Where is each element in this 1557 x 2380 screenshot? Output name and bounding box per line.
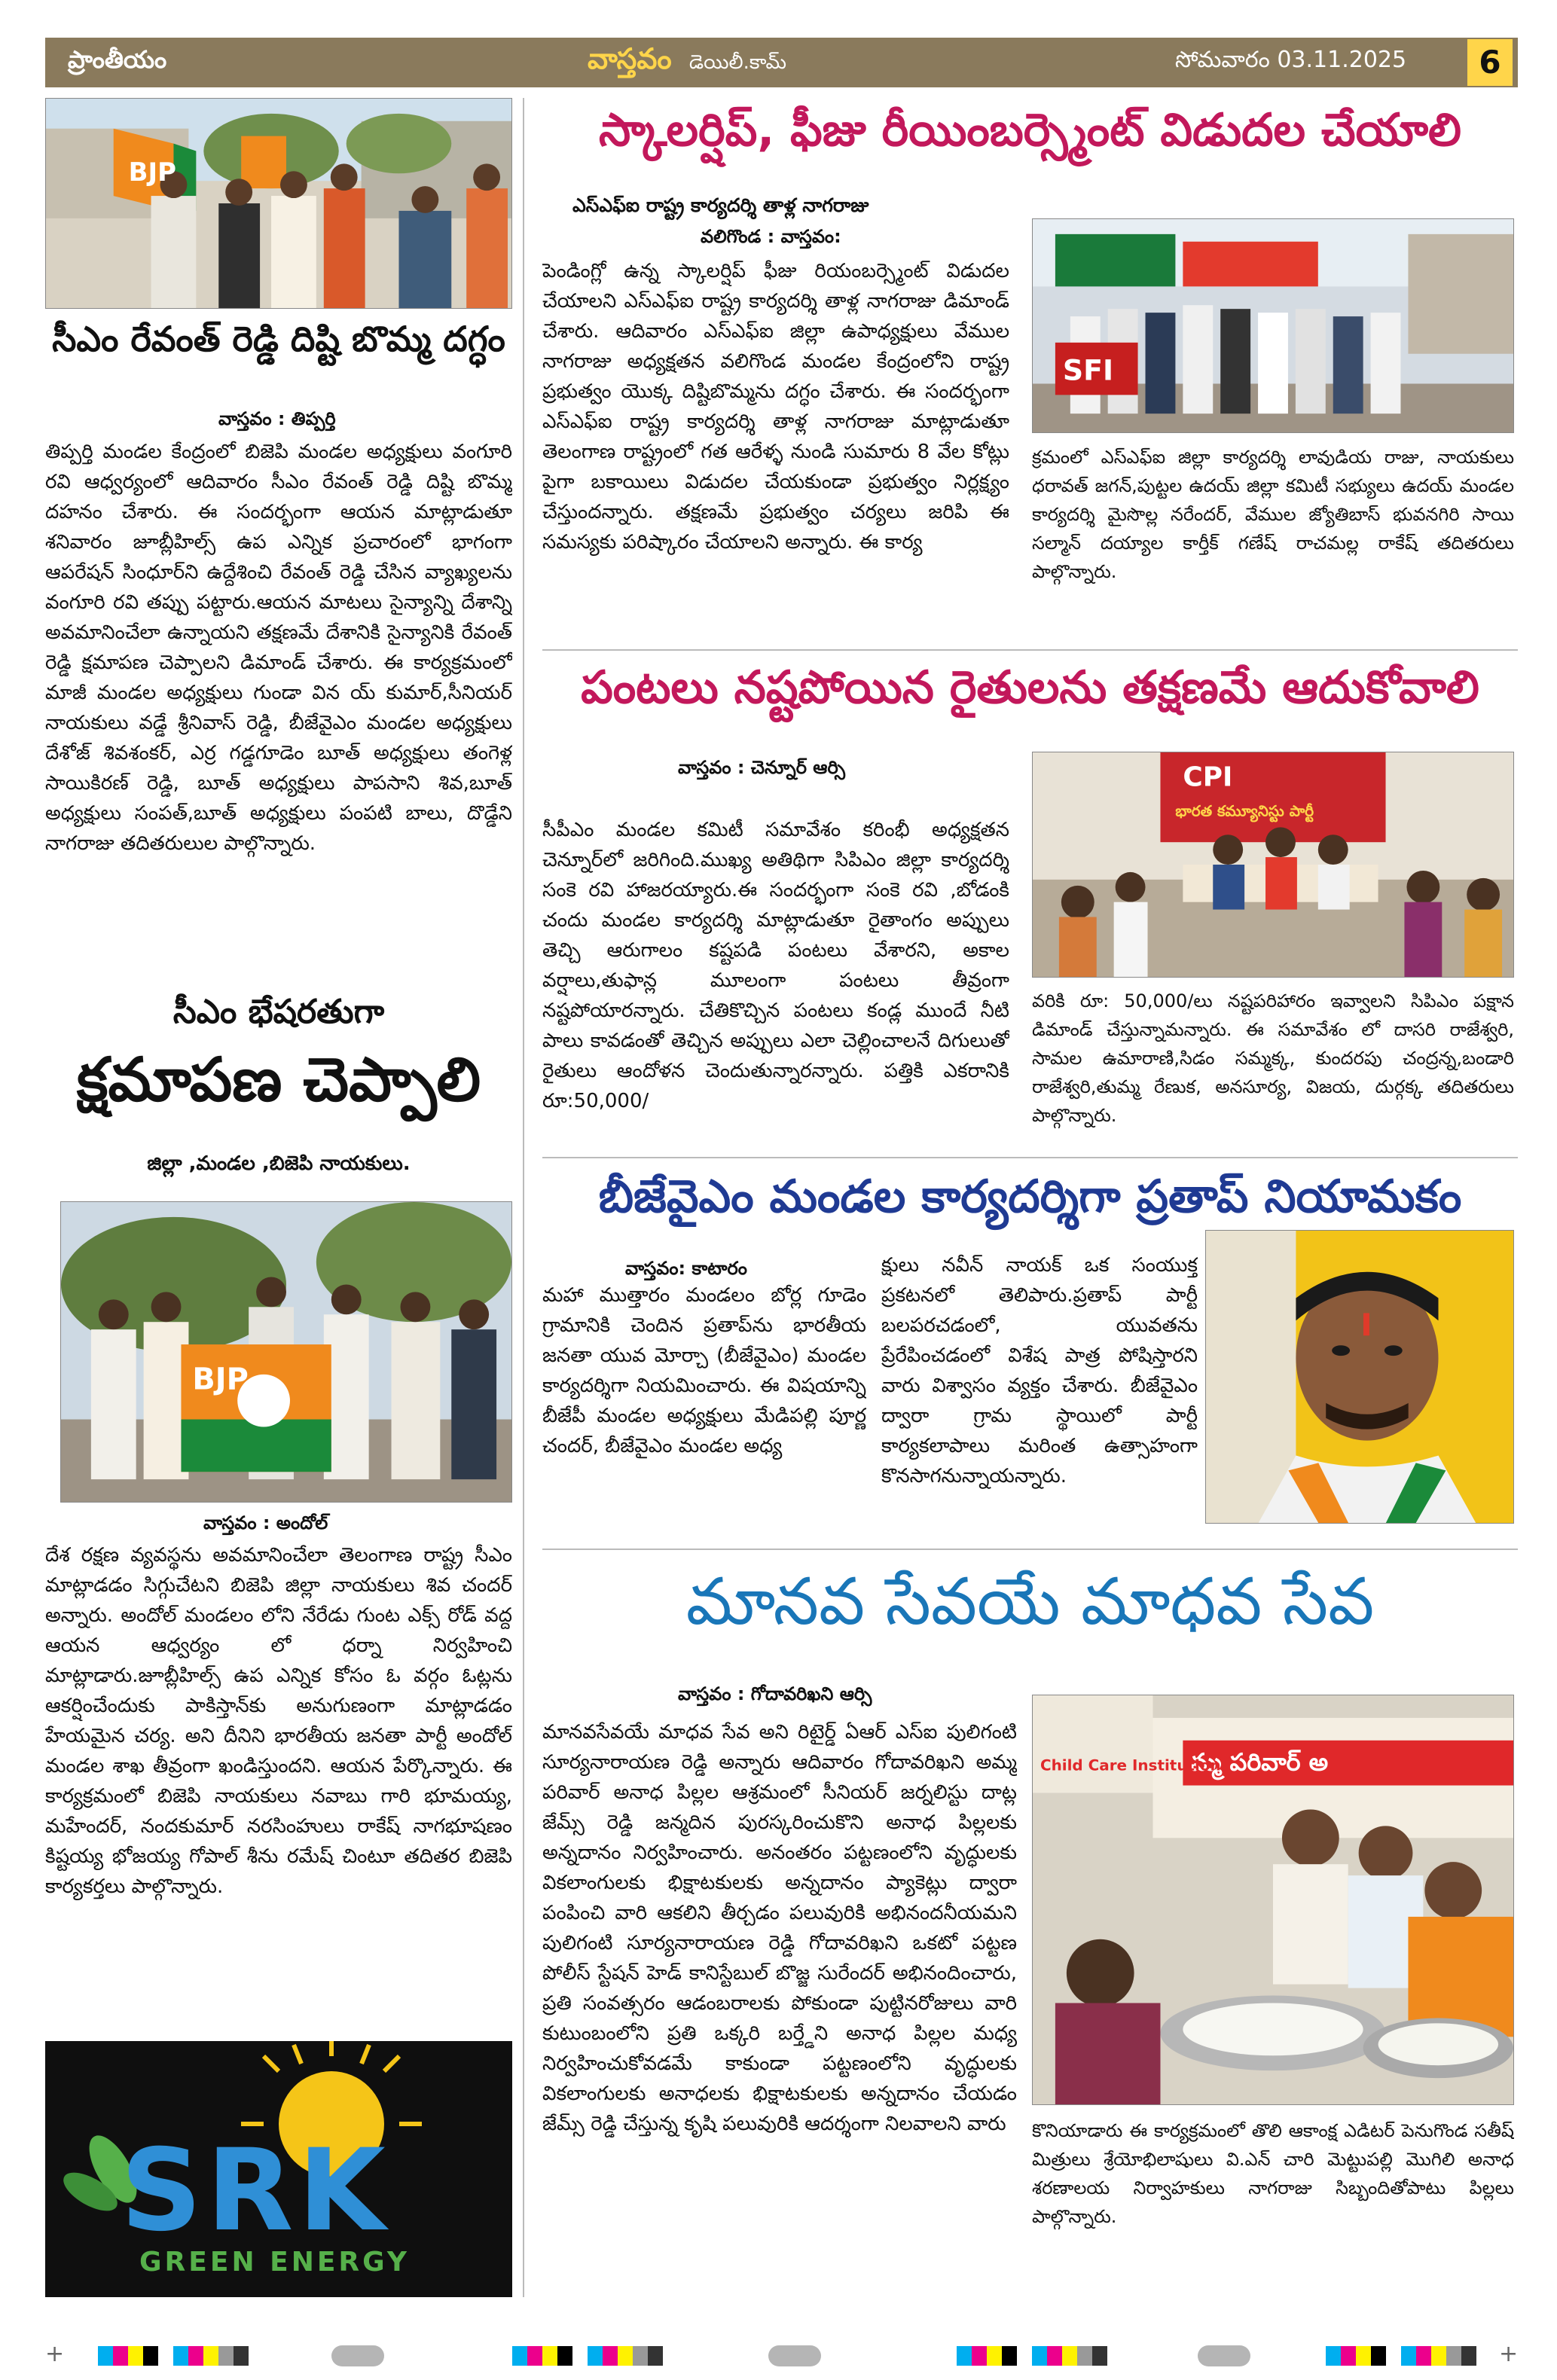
story1-caption: క్రమంలో ఎస్ఎఫ్ఐ జిల్లా కార్యదర్శి లావుడియ రాజు, నాయకులు ధరావత్ జగన్,పుట్టల ఉదయ్ జిల్లా కమిటీ సభ్యులు ఉదయ్ మండల కార్యదర్శి మైసొల్ల నరేందర్, వేముల జ్యోతిబాస్ భువనగిరి సాయి సల్మాన్ దయ్యాల కార్తీక్ గణేష్ రాచమల్ల రాకేష్ తదితరులు పాల్గొన్నారు. xyxy=(1032,447,1514,582)
left-story2-body: దేశ రక్షణ వ్యవస్థను అవమానించేలా తెలంగాణ రాష్ట్ర సీఎం మాట్లాడడం సిగ్గుచేటని బిజెపి జిల్లా నాయకులు శివ చందర్ అన్నారు. అందోల్ మండలం లోని నేరేడు గుంట ఎక్స్ రోడ్ వద్ద ఆయన ఆధ్వర్యం లో ధర్నా నిర్వహించి మాట్లాడారు.జూబ్లీహిల్స్ ఉప ఎన్నిక కోసం ఓ వర్గం ఓట్లను ఆకర్షించేందుకు పాకిస్తాన్‌కు అనుగుణంగా మాట్లాడడం హేయమైన చర్య. అని దీనిని భారతీయ జనతా పార్టీ అందోల్ మండల శాఖ తీవ్రంగా ఖండిస్తుందని. ఆయన పేర్కొన్నారు. ఈ కార్యక్రమంలో బిజెపి నాయకులు నవాబు గారి భూమయ్య, మహేందర్, నందకుమార్ నరసింహులు రాకేష్ నాగభూషణం కిష్టయ్య భోజయ్య గోపాల్ శీను రమేష్ చింటూ తదితర బిజెపి కార్యకర్తలు పాల్గొన్నారు. xyxy=(45,1544,512,1898)
masthead-title: వాస్తవం xyxy=(588,42,672,75)
photo-cpi-meeting xyxy=(1032,752,1514,978)
issue-date: సోమవారం 03.11.2025 xyxy=(1175,47,1407,73)
flag-text: BJP xyxy=(192,1362,249,1397)
story1-headline: స్కాలర్షిప్, ఫీజు రీయింబర్స్మెంట్ విడుదల చేయాలి xyxy=(599,104,1461,157)
registration-mark-icon: + xyxy=(1499,2341,1519,2367)
flag-text: BJP xyxy=(128,157,176,188)
srk-green-energy-ad xyxy=(45,2041,512,2297)
story3-dateline: వాస్తవం: కాటారం xyxy=(625,1258,747,1279)
section-name: ప్రాంతీయం xyxy=(68,45,167,74)
story3-body-col2: క్షులు నవీన్ నాయక్ ఒక సంయుక్త ప్రకటనలో తెలిపారు.ప్రతాప్ పార్టీ బలపరచడంలో, యువతను ప్రేరేపించడంలో విశేష పాత్ర పోషిస్తారని వారు విశ్వాసం వ్యక్తం చేశారు. బీజేవైఎం ద్వారా గ్రామ స్థాయిలో పార్టీ కార్యకలాపాలు మరింత ఉత్సాహంగా కొనసాగనున్నాయన్నారు. xyxy=(881,1254,1198,1488)
page-number: 6 xyxy=(1467,39,1513,86)
cpi-banner-text: CPI xyxy=(1183,761,1233,793)
story1-subhead: ఎస్ఎఫ్ఐ రాష్ట్ర కార్యదర్శి తాళ్ల నాగరాజు xyxy=(572,194,869,216)
left-story2-kicker: సీఎం భేషరతుగా xyxy=(172,993,385,1031)
ad-brand: SRK xyxy=(121,2125,390,2256)
left-story2-dateline: వాస్తవం : అందోల్ xyxy=(203,1512,328,1533)
photo-bjp-protest-2 xyxy=(60,1201,512,1503)
left-story1-body: తిప్పర్తి మండల కేంద్రంలో బిజెపి మండల అధ్యక్షులు వంగూరి రవి ఆధ్వర్యంలో ఆదివారం సీఎం రేవంత్ రెడ్డి దిష్టి బొమ్మ దహనం చేశారు. ఈ సందర్భంగా ఆయన మాట్లాడుతూ శనివారం జూబ్లీహిల్స్ ఉప ఎన్నిక ప్రచారంలో భాగంగా ఆపరేషన్ సింధూర్‌ని ఉద్దేశించి రేవంత్ రెడ్డి చేసిన వ్యాఖ్యలను వంగూరి రవి తప్పు పట్టారు.ఆయన మాటలు సైన్యాన్ని దేశాన్ని అవమానించేలా ఉన్నాయని తక్షణమే దేశానికి సైన్యానికి రేవంత్ రెడ్డి క్షమాపణ చెప్పాలని డిమాండ్ చేశారు. ఈ కార్యక్రమంలో మాజీ మండల అధ్యక్షులు గుండా విన య్ కుమార్,సీనియర్ నాయకులు వడ్డే శ్రీనివాస్ రెడ్డి, బీజేవైఎం మండల అధ్యక్షులు దేశోజ్ శివశంకర్, ఎర్ర గడ్డగూడెం బూత్ అధ్యక్షులు తంగెళ్ల సాయికిరణ్ రెడ్డి, బూత్ అధ్యక్షులు పాపసాని శివ,బూత్ అధ్యక్షులు సంపత్,బూత్ అధ్యక్షులు పంపటి బాలు, దొడ్డేని నాగరాజు తదితరులుల పాల్గొన్నారు. xyxy=(45,441,512,855)
story4-dateline: వాస్తవం : గోదావరిఖని ఆర్సి xyxy=(678,1683,872,1704)
story4-headline: మానవ సేవయే మాధవ సేవ xyxy=(685,1564,1375,1640)
left-story1-headline: సీఎం రేవంత్ రెడ్డి దిష్టి బొమ్మ దగ్ధం xyxy=(52,319,505,359)
left-story2-subhead: జిల్లా ,మండల ,బిజెపి నాయకులు. xyxy=(147,1152,411,1175)
color-registration-bar xyxy=(98,2346,249,2366)
registration-pill xyxy=(1198,2345,1250,2366)
story3-headline: బీజేవైఎం మండల కార్యదర్శిగా ప్రతాప్ నియామకం xyxy=(598,1170,1462,1223)
photo-bjp-protest-1 xyxy=(45,98,512,309)
sign-text: మ్మ పరివార్ అ xyxy=(1190,1747,1329,1777)
registration-mark-icon: + xyxy=(45,2341,65,2367)
story2-caption: వరికి రూ: 50,000/లు నష్టపరిహారం ఇవ్వాలని సిపిఎం పక్షాన డిమాండ్ చేస్తున్నామన్నారు. ఈ సమావేశం లో దాసరి రాజేశ్వరి, సామల ఉమారాణి,సిడం సమ్మక్క, కుందరపు చంద్రన్న,బండారి రాజేశ్వరి,తుమ్మ రేణుక, అనసూర్య, విజయ, దుర్గక్క తదితరులు పాల్గొన్నారు. xyxy=(1032,990,1514,1126)
sfi-banner-text: SFI xyxy=(1062,353,1114,387)
section-divider xyxy=(542,1549,1518,1550)
story4-body: మానవసేవయే మాధవ సేవ అని రిటైర్డ్ ఏఆర్ ఎస్ఐ పులిగంటి సూర్యనారాయణ రెడ్డి అన్నారు ఆదివారం గోదావరిఖని అమ్మ పరివార్ అనాధ పిల్లల ఆశ్రమంలో సీనియర్ జర్నలిస్టు దాట్ల జేమ్స్ రెడ్డి జన్మదిన పురస్కరించుకొని అనాధ పిల్లలకు అన్నదానం నిర్వహించారు. అనంతరం పట్టణంలోని వృద్ధులకు వికలాంగులకు భిక్షాటకులకు అన్నదానం ప్యాకెట్లు ద్వారా పంపించి వారి ఆకలిని తీర్చడం పలువురికి అభినందనీయమని పులిగంటి సూర్యనారాయణ రెడ్డి గోదావరిఖని ఒకటో పట్టణ పోలీస్ స్టేషన్ హెడ్ కానిస్టేబుల్ బొజ్జ సురేందర్ అభినందించారు, ప్రతి సంవత్సరం ఆడంబరాలకు పోకుండా పుట్టినరోజులు వారి కుటుంబంలోని ప్రతి ఒక్కరి బర్త్డేని అనాధ పిల్లల మధ్య నిర్వహించుకోవడమే కాకుండా పట్టణంలోని వృద్ధులకు వికలాంగులకు అనాధలకు భిక్షాటకులకు అన్నదానం చేయడం జేమ్స్ రెడ్డి చేస్తున్న కృషి పలువురికి ఆదర్శంగా నిలవాలని వారు xyxy=(542,1721,1017,2135)
registration-pill xyxy=(768,2345,821,2366)
story1-dateline: వలిగొండ : వాస్తవం: xyxy=(701,226,841,247)
masthead-subtitle: డెయిలీ.కామ్ xyxy=(688,51,786,74)
cpi-banner-subtext: భారత కమ్యూనిస్టు పార్టీ xyxy=(1175,802,1314,820)
story2-dateline: వాస్తవం : చెన్నూర్ ఆర్సి xyxy=(678,757,845,778)
color-registration-bar xyxy=(1326,2346,1476,2366)
registration-pill xyxy=(331,2345,384,2366)
photo-sfi-protest xyxy=(1032,218,1514,433)
section-divider xyxy=(542,649,1518,651)
ad-tagline: GREEN ENERGY xyxy=(139,2247,410,2278)
story1-body: పెండింగ్లో ఉన్న స్కాలర్షిప్ ఫీజు రియంబర్స్మెంట్ విడుదల చేయాలని ఎస్ఎఫ్ఐ రాష్ట్ర కార్యదర్శి తాళ్ల నాగరాజు డిమాండ్ చేశారు. ఆదివారం ఎస్ఎఫ్ఐ జిల్లా ఉపాధ్యక్షులు వేముల నాగరాజు అధ్యక్షతన వలిగొండ మండల కేంద్రంలోని రాష్ట్ర ప్రభుత్వం యొక్క దిష్టిబొమ్మను దగ్ధం చేశారు. ఈ సందర్భంగా ఎస్ఎఫ్ఐ రాష్ట్ర కార్యదర్శి తాళ్ల నాగరాజు మాట్లాడుతూ తెలంగాణ రాష్ట్రంలో గత ఆరేళ్ళ నుండి సుమారు 8 వేల కోట్లు పైగా బకాయిలు విడుదల చేయకుండా ప్రభుత్వం నిర్లక్ష్యం చేస్తుందన్నారు. తక్షణమే ప్రభుత్వం చర్యలు జరిపి ఈ సమస్యకు పరిష్కారం చేయాలని అన్నారు. ఈ కార్య xyxy=(542,260,1009,554)
color-registration-bar xyxy=(957,2346,1107,2366)
masthead xyxy=(588,42,786,83)
color-registration-bar xyxy=(512,2346,663,2366)
story2-body: సీపీఎం మండల కమిటీ సమావేశం కరింభీ అధ్యక్షతన చెన్నూర్‌లో జరిగింది.ముఖ్య అతిథిగా సిపిఎం జిల్లా కార్యదర్శి సంకె రవి హాజరయ్యారు.ఈ సందర్భంగా సంకె రవి ,బోడంకి చందు మండల కార్యదర్శి మాట్లాడుతూ రైతాంగం అప్పులు తెచ్చి ఆరుగాలం కష్టపడి పంటలు వేశారని, అకాల వర్షాలు,తుఫాన్ల మూలంగా పంటలు తీవ్రంగా నష్టపోయారన్నారు. చేతికొచ్చిన పంటలు కండ్ల ముందే నీటి పాలు కావడంతో తెచ్చిన అప్పులు ఎలా చెల్లించాలనే దిగులుతో రైతులు ఆందోళన చెందుతున్నారన్నారు. పత్తికి ఎకరానికి రూ:50,000/ xyxy=(542,819,1009,1112)
column-divider xyxy=(523,98,524,2297)
story2-headline: పంటలు నష్టపోయిన రైతులను తక్షణమే ఆదుకోవాలి xyxy=(581,661,1479,714)
section-divider xyxy=(542,1157,1518,1158)
sign-subtext: Child Care Institution xyxy=(1040,1756,1221,1774)
left-story1-dateline: వాస్తవం : తిప్పర్తి xyxy=(218,408,336,429)
photo-pratap xyxy=(1205,1230,1514,1524)
photo-annadanam xyxy=(1032,1695,1514,2105)
story3-body-col1: మహా ముత్తారం మండలం బోర్ల గూడెం గ్రామానికి చెందిన ప్రతాప్‌ను భారతీయ జనతా యువ మోర్చా (బీజేవైఎం) మండల కార్యదర్శిగా నియమించారు. ఈ విషయాన్ని బీజేపీ మండల అధ్యక్షులు మేడిపల్లి పూర్ణ చందర్, బీజేవైఎం మండల అధ్య xyxy=(542,1284,866,1457)
story4-caption: కొనియాడారు ఈ కార్యక్రమంలో తొలి ఆకాంక్ష ఎడిటర్ పెనుగొండ సతీష్ మిత్రులు శ్రేయోభిలాషులు వి.ఎన్ చారి మెట్టుపల్లి మొగిలి అనాధ శరణాలయ నిర్వాహకులు నాగరాజు సిబ్బందితోపాటు పిల్లలు పాల్గొన్నారు. xyxy=(1032,2120,1514,2227)
left-story2-headline: క్షమాపణ చెప్పాలి xyxy=(76,1045,481,1115)
